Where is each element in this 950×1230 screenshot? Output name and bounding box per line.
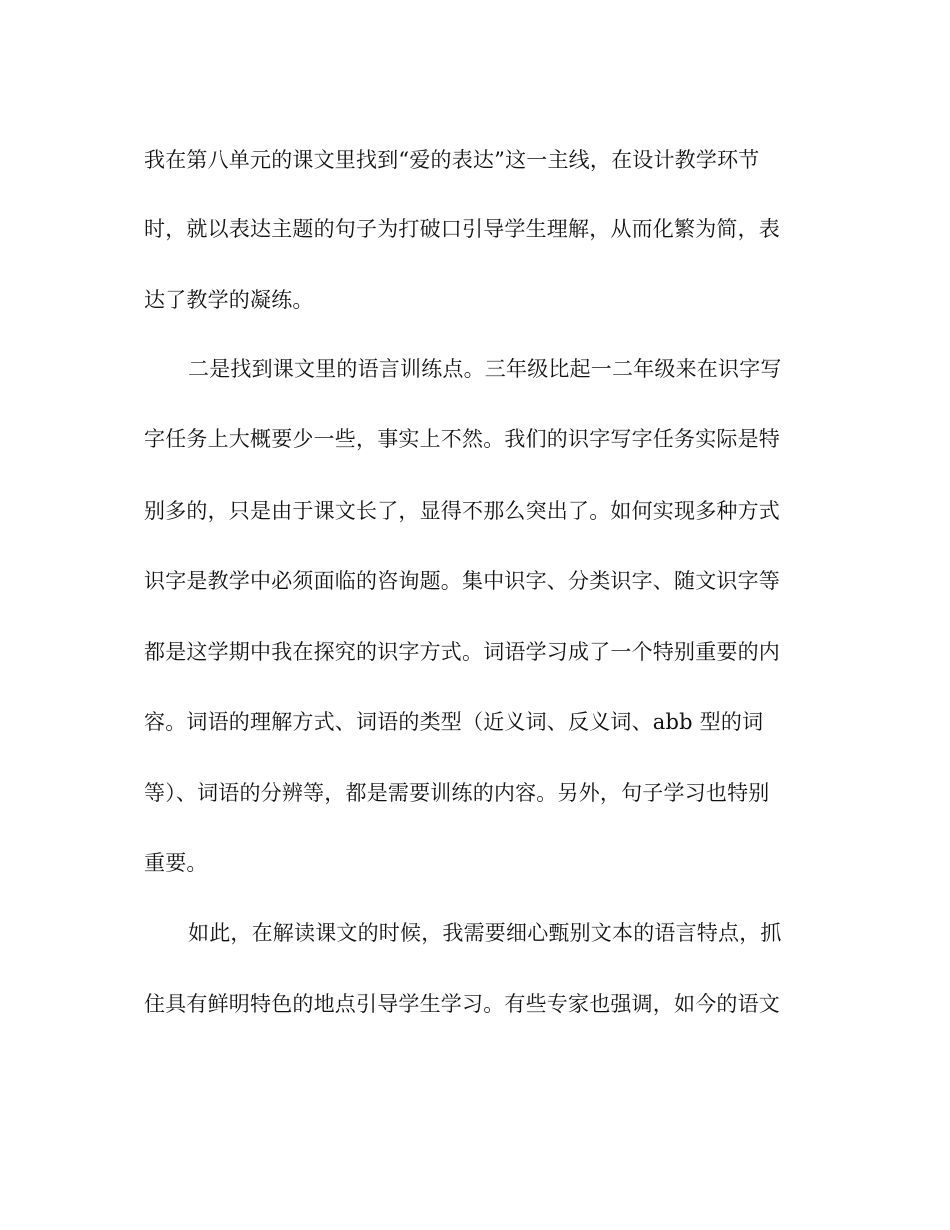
text-line-2: 时，就以表达主题的句子为打破口引导学生理解，从而化繁为简，表 (144, 217, 780, 241)
paragraph-2-line-2: 字任务上大概要少一些，事实上不然。我们的识字写字任务实际是特 (144, 427, 780, 451)
paragraph-2-line-1: 二是找到课文里的语言训练点。三年级比起一二年级来在识字写 (188, 357, 782, 381)
paragraph-2-line-8: 重要。 (144, 851, 208, 875)
text-line-1: 我在第八单元的课文里找到“爱的表达”这一主线，在设计教学环节 (144, 148, 760, 172)
paragraph-2-line-3: 别多的，只是由于课文长了，显得不那么突出了。如何实现多种方式 (144, 499, 780, 523)
paragraph-2-line-6: 容。词语的理解方式、词语的类型（近义词、反义词、abb 型的词 (144, 710, 764, 734)
paragraph-2-line-5: 都是这学期中我在探究的识字方式。词语学习成了一个特别重要的内 (144, 640, 780, 664)
paragraph-2-line-7: 等）、词语的分辨等，都是需要训练的内容。另外，句子学习也特别 (144, 781, 770, 805)
paragraph-3-line-1: 如此，在解读课文的时候，我需要细心甄别文本的语言特点，抓 (188, 921, 782, 945)
paragraph-3-line-2: 住具有鲜明特色的地点引导学生学习。有些专家也强调，如今的语文 (144, 992, 780, 1016)
paragraph-2-line-4: 识字是教学中必须面临的咨询题。集中识字、分类识字、随文识字等 (144, 569, 780, 593)
text-line-3: 达了教学的凝练。 (144, 288, 314, 312)
